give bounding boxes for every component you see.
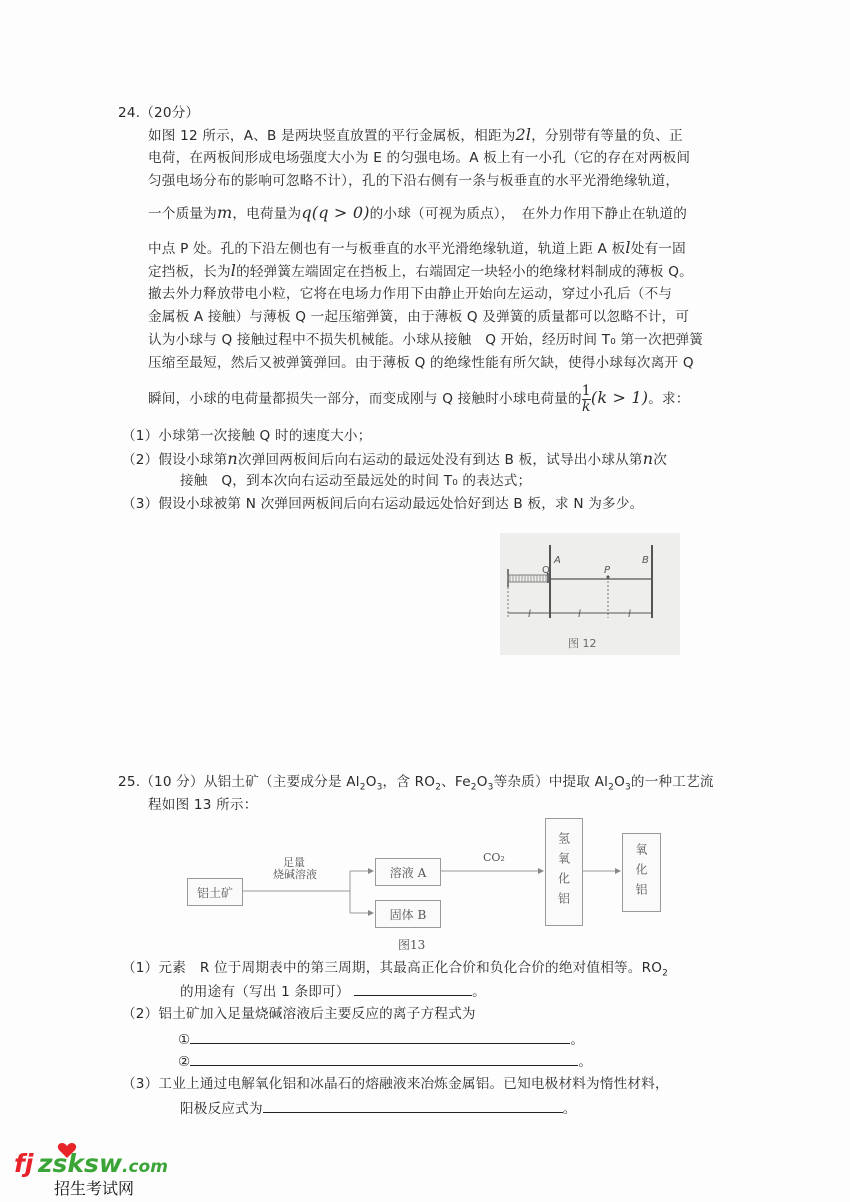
q25-eq2: ② 。 — [178, 1054, 593, 1070]
answer-blank[interactable] — [263, 1099, 563, 1113]
label-l: l — [578, 609, 581, 620]
q25-sub3-cont: 阳极反应式为 。 — [180, 1101, 577, 1117]
q25-sub1: （1）元素 R 位于周期表中的第三周期，其最高正化合价和负化合价的绝对值相等。$RO_2$ — [122, 960, 669, 979]
q24-line: 定挡板，长为l的轻弹簧左端固定在挡板上，右端固定一块轻小的绝缘材料制成的薄板 Q。 — [148, 261, 693, 280]
box-ore: 铝土矿 — [187, 878, 243, 906]
label-p: P — [604, 565, 611, 576]
q24-sub3: （3）假设小球被第 N 次弹回两板间后向右运动最远处恰好到达 B 板，求 N 为多少。 — [122, 496, 644, 512]
box-solid-b: 固体 B — [375, 900, 441, 928]
svg-text:招生考试网: 招生考试网 — [54, 1179, 135, 1198]
q25-line: 程如图 13 所示： — [148, 797, 258, 813]
q24-sub2-cont: 接触 Q，到本次向右运动至最远处的时间 T₀ 的表达式； — [180, 473, 532, 489]
label-b: B — [642, 555, 649, 566]
co2-label: CO₂ — [483, 851, 505, 864]
fraction-1-over-k: $\frac{1}{k}$ — [581, 382, 591, 415]
site-logo — [10, 1138, 180, 1202]
box-solution-a: 溶液 A — [375, 858, 441, 886]
q24-line: 中点 P 处。孔的下沿左侧也有一与板垂直的水平光滑绝缘轨道，轨道上距 A 板l处有一固 — [148, 238, 686, 257]
q25-sub2: （2）铝土矿加入足量烧碱溶液后主要反应的离子方程式为 — [122, 1006, 476, 1022]
answer-blank[interactable] — [190, 1052, 578, 1066]
q25-sub1-cont: 的用途有（写出 1 条即可） 。 — [180, 984, 486, 1000]
q24-line: 金属板 A 接触）与薄板 Q 一起压缩弹簧，由于薄板 Q 及弹簧的质量都可以忽略不计，可 — [148, 309, 690, 325]
q24-line: 电荷，在两板间形成电场强度大小为 E 的匀强电场。A 板上有一小孔（它的存在对两板间 — [148, 150, 691, 166]
label-l: l — [528, 609, 531, 620]
figure-13-caption: 图13 — [398, 938, 426, 952]
q25-line: 25.（10 分）从铝土矿（主要成分是 $Al_2O_3$，含 $RO_2$、$Fe_2O_3$等杂质）中提取 $Al_2O_3$的一种工艺流 — [118, 774, 714, 793]
box-hydroxide: 氢氧化铝 — [545, 818, 583, 926]
q24-sub2: （2）假设小球第n次弹回两板间后向右运动的最远处没有到达 B 板，试导出小球从第n次 — [122, 449, 668, 468]
q24-line: 撤去外力释放带电小粒，它将在电场力作用下由静止开始向左运动，穿过小孔后（不与 — [148, 286, 673, 302]
figure-12-caption: 图 12 — [568, 637, 597, 650]
box-oxide: 氧化铝 — [622, 833, 661, 912]
q24-line: 一个质量为m，电荷量为q(q > 0)的小球（可视为质点）， 在外力作用下静止在轨道的 — [148, 203, 688, 222]
q24-line: 匀强电场分布的影响可忽略不计），孔的下沿右侧有一条与板垂直的水平光滑绝缘轨道， — [148, 173, 680, 189]
q25-sub3: （3）工业上通过电解氧化铝和冰晶石的熔融液来冶炼金属铝。已知电极材料为惰性材料， — [122, 1076, 669, 1092]
label-l: l — [628, 609, 631, 620]
svg-text:zsksw: zsksw — [38, 1149, 123, 1178]
svg-text:.com: .com — [122, 1157, 168, 1177]
q24-line: 压缩至最短，然后又被弹簧弹回。由于薄板 Q 的绝缘性能有所欠缺，使得小球每次离开 Q — [148, 355, 694, 371]
q24-number: 24.（20分） — [118, 105, 200, 121]
q24-line: 瞬间，小球的电荷量都损失一部分，而变成刚与 Q 接触时小球电荷量的 $\frac{1}{k}$ (k > 1)。求： — [148, 382, 690, 415]
q25-eq1: ① 。 — [178, 1032, 585, 1048]
reagent-label: 烧碱溶液 — [273, 868, 317, 881]
q24-line: 如图 12 所示，A、B 是两块竖直放置的平行金属板，相距为2l，分别带有等量的负、正 — [148, 125, 683, 144]
logo-graphic — [10, 1138, 180, 1198]
answer-blank[interactable] — [354, 982, 472, 996]
label-a: A — [554, 555, 561, 566]
q24-sub1: （1）小球第一次接触 Q 时的速度大小； — [122, 428, 372, 444]
answer-blank[interactable] — [190, 1030, 570, 1044]
q24-line: 认为小球与 Q 接触过程中不损失机械能。小球从接触 Q 开始，经历时间 T₀ 第一次把弹簧 — [148, 332, 704, 348]
reagent-label: 足量 — [283, 856, 305, 869]
label-q: Q — [542, 565, 550, 576]
svg-text:fj: fj — [14, 1149, 34, 1178]
